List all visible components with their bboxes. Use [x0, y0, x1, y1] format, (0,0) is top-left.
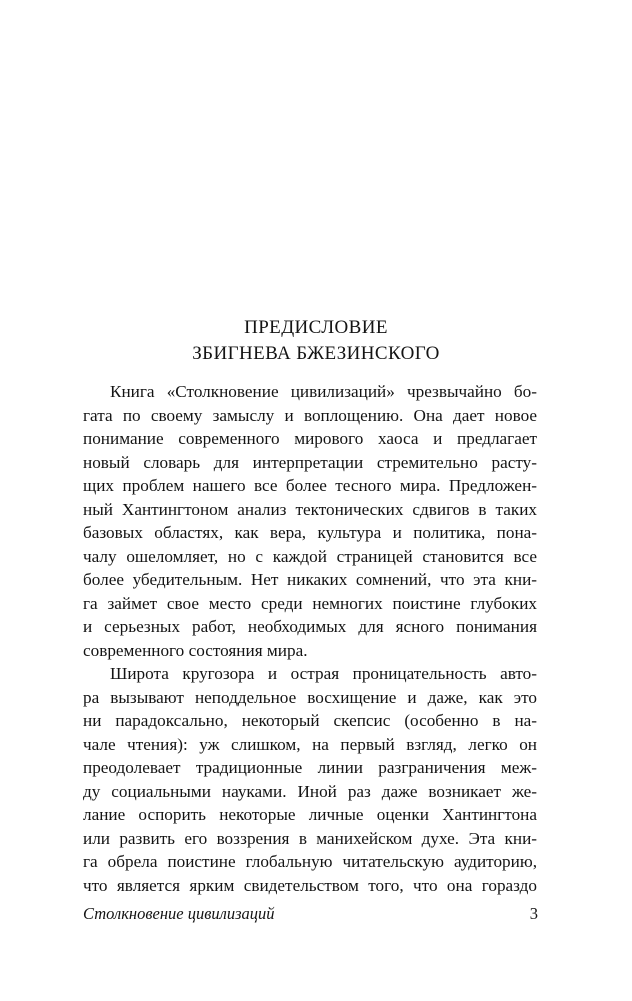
chapter-heading-line-2: ЗБИГНЕВА БЖЕЗИНСКОГО: [192, 343, 440, 364]
text-line: гата по своему замыслу и воплощению. Она дает новое: [83, 405, 537, 425]
paragraph: [83, 380, 537, 662]
text-line: новый словарь для интерпретации стремительно расту-: [83, 452, 537, 472]
text-line: или развить его воззрения в манихейском духе. Эта кни-: [83, 828, 537, 848]
body-text: [83, 380, 537, 897]
text-line: Книга «Столкновение цивилизаций» чрезвычайно бо-: [110, 382, 537, 401]
text-line: и серьезных работ, необходимых для ясного понимания: [83, 617, 537, 636]
text-line: лание оспорить некоторые личные оценки Хантингтона: [83, 805, 537, 824]
text-line: ра вызывают неподдельное восхищение и даже, как это: [83, 687, 537, 707]
text-line: Широта кругозора и острая проницательность авто-: [110, 664, 537, 683]
running-title: Столкновение цивилизаций: [83, 904, 275, 923]
text-line: ный Хантингтоном анализ тектонических сдвигов в таких: [83, 499, 537, 519]
text-line: чалу ошеломляет, но с каждой страницей становится все: [83, 546, 537, 566]
text-line: более убедительным. Нет никаких сомнений, что эта кни-: [83, 570, 537, 589]
text-line: преодолевает традиционные линии разграничения меж-: [83, 758, 537, 777]
text-line: га займет свое место среди немногих поистине глубоких: [83, 593, 537, 613]
text-line: чале чтения): уж слишком, на первый взгляд, легко он: [83, 734, 537, 754]
text-line: щих проблем нашего все более тесного мира. Предложен-: [83, 476, 537, 495]
chapter-heading-line-1: ПРЕДИСЛОВИЕ: [244, 317, 388, 338]
text-line: современного состояния мира.: [83, 640, 308, 660]
text-line: ду социальными науками. Иной раз даже возникает же-: [83, 781, 537, 801]
text-line: га обрела поистине глобальную читательскую аудиторию,: [83, 852, 537, 871]
text-line: базовых областях, как вера, культура и политика, пона-: [83, 523, 537, 542]
text-line: что является ярким свидетельством того, что она гораздо: [83, 875, 537, 895]
page-number: 3: [529, 904, 538, 923]
paragraph: [83, 662, 537, 897]
text-line: понимание современного мирового хаоса и предлагает: [83, 429, 537, 448]
text-line: ни парадоксально, некоторый скепсис (особенно в на-: [83, 711, 537, 730]
